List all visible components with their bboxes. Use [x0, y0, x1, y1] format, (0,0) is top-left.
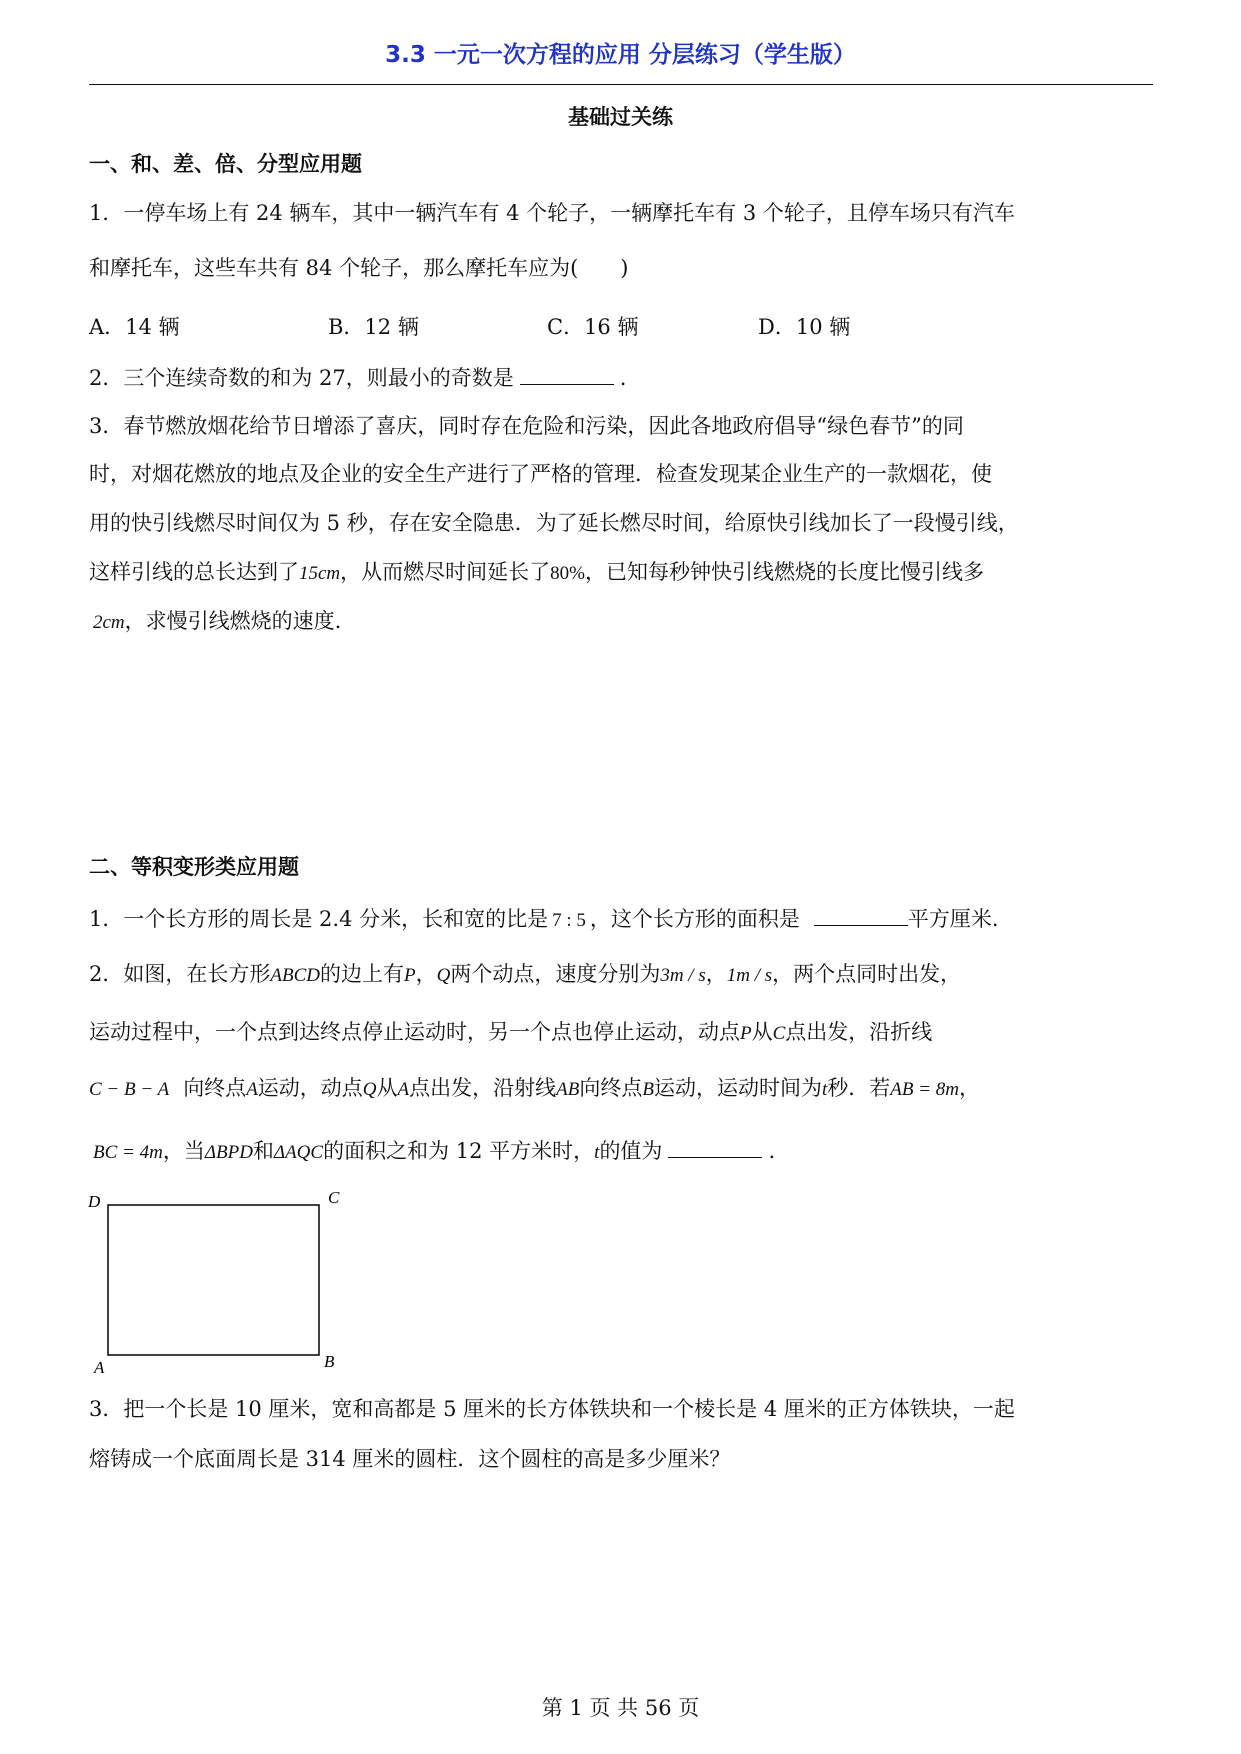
p1-q3-line3: 用的快引线燃尽时间仅为 5 秒，存在安全隐患．为了延长燃尽时间，给原快引线加长了一段慢引线，: [89, 511, 1019, 535]
label-b: B: [324, 1352, 335, 1371]
math: 1m / s: [726, 965, 773, 986]
part1-title: 一、和、差、倍、分型应用题: [89, 152, 362, 176]
p2-q2-line4: [89, 1135, 1153, 1165]
choice-c: C．16 辆: [547, 315, 639, 339]
text: ，这个长方形的面积是: [589, 907, 800, 931]
p1-q2-end: .: [619, 366, 627, 390]
p1-q1-line1: 1．一停车场上有 24 辆车，其中一辆汽车有 4 个轮子，一辆摩托车有 3 个轮子，且停车场只有汽车: [89, 201, 1015, 225]
text: ，两个点同时出发，: [772, 962, 962, 986]
math: ABCD: [270, 965, 320, 986]
text: ，: [959, 1076, 981, 1100]
p1-q2: [89, 362, 1153, 392]
label-d: D: [88, 1192, 101, 1211]
label-c: C: [328, 1188, 340, 1207]
math: t: [594, 1142, 600, 1163]
ratio: 7 : 5: [552, 910, 586, 931]
answer-blank[interactable]: [814, 907, 908, 926]
p1-q3-line1: 3．春节燃放烟花给节日增添了喜庆，同时存在危险和污染，因此各地政府倡导“绿色春节”的同: [89, 414, 964, 438]
choice-d: D．10 辆: [758, 315, 851, 339]
p2-q2-line1: [89, 958, 1153, 988]
text: 这样引线的总长达到了: [89, 560, 299, 584]
p1-q3-line5: [89, 605, 1153, 635]
math: P: [403, 965, 416, 986]
math: AB: [556, 1079, 580, 1100]
document-title: 3.3 一元一次方程的应用 分层练习（学生版）: [385, 42, 856, 68]
math: 15cm: [299, 563, 341, 584]
text: ，已知每秒钟快引线燃烧的长度比慢引线多: [584, 560, 984, 584]
text: ，当: [162, 1139, 205, 1163]
text: .: [768, 1139, 776, 1163]
math: t: [821, 1079, 828, 1100]
math: Q: [362, 1079, 377, 1100]
p1-q3-line2: 时，对烟花燃放的地点及企业的安全生产进行了严格的管理．检查发现某企业生产的一款烟花，使: [89, 462, 992, 486]
text: 平方厘米.: [907, 907, 999, 931]
math: C: [772, 1023, 786, 1044]
math: 3m / s: [660, 965, 706, 986]
p2-q2-line3: [89, 1072, 1153, 1102]
text: 从: [376, 1076, 398, 1100]
answer-blank[interactable]: [668, 1139, 762, 1158]
text: 秒．若: [827, 1076, 891, 1100]
p2-q2-line2: [89, 1016, 1153, 1046]
math: P: [740, 1023, 752, 1044]
text: 运动过程中，一个点到达终点停止运动时，另一个点也停止运动，动点: [89, 1020, 740, 1044]
text: 运动，运动时间为: [653, 1076, 822, 1100]
p2-q3-line2: 熔铸成一个底面周长是 314 厘米的圆柱．这个圆柱的高是多少厘米？: [89, 1447, 731, 1471]
math: ΔBPD: [204, 1142, 253, 1163]
text: 从: [751, 1020, 773, 1044]
text: 的面积之和为 12 平方米时，: [323, 1139, 595, 1163]
math: B: [642, 1079, 654, 1100]
text: 点出发，沿折线: [785, 1020, 933, 1044]
answer-blank[interactable]: [520, 366, 614, 385]
p2-q1: [89, 903, 1153, 933]
text: 的边上有: [319, 962, 404, 986]
text: ，求慢引线燃烧的速度.: [124, 609, 342, 633]
text: ，: [415, 962, 437, 986]
rectangle-figure: [84, 1185, 344, 1375]
text: 向终点: [579, 1076, 643, 1100]
math: A: [397, 1079, 410, 1100]
p1-q2-text: 2．三个连续奇数的和为 27，则最小的奇数是: [89, 366, 514, 390]
p1-q3-line4: [89, 556, 1153, 586]
math: C − B − A: [89, 1079, 170, 1100]
text: 2．如图，在长方形: [89, 962, 271, 986]
text: 和: [252, 1139, 274, 1163]
math: Q: [436, 965, 451, 986]
math: BC = 4m: [93, 1142, 163, 1163]
header-rule: [89, 84, 1153, 85]
math: A: [246, 1079, 258, 1100]
text: 向终点: [183, 1076, 247, 1100]
page-number: 第 1 页 共 56 页: [541, 1696, 700, 1720]
p1-q1-line2: 和摩托车，这些车共有 84 个轮子，那么摩托车应为( ): [89, 256, 629, 280]
choice-b: B．12 辆: [328, 315, 419, 339]
math: 80%: [550, 563, 585, 584]
math: AB = 8m: [890, 1079, 960, 1100]
label-a: A: [94, 1358, 105, 1375]
math: 2cm: [93, 612, 125, 633]
text: 点出发，沿射线: [409, 1076, 557, 1100]
p2-q3-line1: 3．把一个长是 10 厘米，宽和高都是 5 厘米的长方体铁块和一个棱长是 4 厘米的正方体铁块，一起: [89, 1397, 1015, 1421]
text: 运动，动点: [257, 1076, 363, 1100]
choice-a: A．14 辆: [89, 315, 180, 339]
text: ，: [705, 962, 727, 986]
part2-title: 二、等积变形类应用题: [89, 855, 299, 879]
rectangle-abcd: [108, 1205, 319, 1355]
math: ΔAQC: [273, 1142, 324, 1163]
text: 1．一个长方形的周长是 2.4 分米，长和宽的比是: [89, 907, 549, 931]
section-heading: 基础过关练: [568, 105, 673, 129]
text: 两个动点，速度分别为: [450, 962, 661, 986]
text: ，从而燃尽时间延长了: [340, 560, 551, 584]
text: 的值为: [599, 1139, 663, 1163]
